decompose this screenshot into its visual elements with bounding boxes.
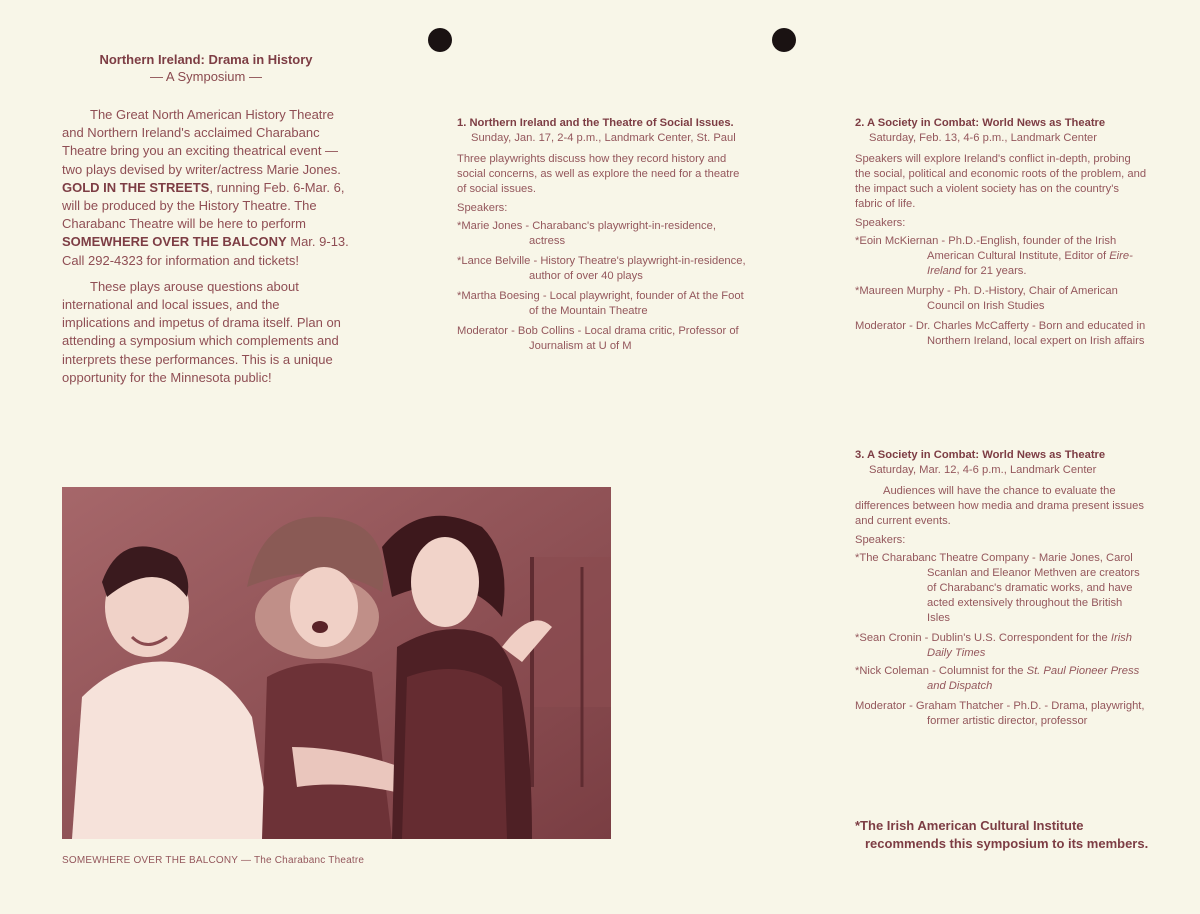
session-1-speaker: *Marie Jones - Charabanc's playwright-in-residence, actress — [457, 220, 716, 247]
session-2-speaker: *Maureen Murphy - Ph. D.-History, Chair of American Council on Irish Studies — [855, 285, 1118, 312]
binder-hole-left — [428, 28, 452, 52]
session-1-speaker: *Martha Boesing - Local playwright, founder of At the Foot of the Mountain Theatre — [457, 290, 744, 317]
symposium-text: These plays arouse questions about international and local issues, and the implications and impetus of drama itself. Plan on attending a symposium which complements and interprets these performances. This is a unique opportunity for the Minnesota public! — [62, 278, 341, 385]
session-1-header — [457, 116, 747, 146]
journal-title: Eire-Ireland — [927, 250, 1133, 277]
session-1-description: Three playwrights discuss how they record history and social concerns, as well as explore the need for a theatre of social issues. — [457, 153, 740, 195]
document-title: Northern Ireland: Drama in History — [99, 52, 313, 67]
photo-illustration — [62, 487, 611, 839]
session-1-speakers-label: Speakers: — [457, 202, 508, 214]
play-title-gold: GOLD IN THE STREETS — [62, 179, 210, 195]
session-3-speaker-3-text: *Nick Coleman - Columnist for the — [855, 665, 1027, 677]
session-3-speaker — [855, 664, 1147, 694]
session-3-header — [855, 448, 1147, 478]
session-2-speaker-1-text: *Eoin McKiernan - Ph.D.-English, founder of the Irish American Cultural Institute, Editor of — [855, 235, 1117, 262]
session-3-speaker: *The Charabanc Theatre Company - Marie Jones, Carol Scanlan and Eleanor Methven are creators of Charabanc's dramatic works, and have acted extensively throughout the British Isles — [855, 552, 1140, 624]
session-2-when: Saturday, Feb. 13, 4-6 p.m., Landmark Center — [869, 132, 1098, 144]
photo-caption: SOMEWHERE OVER THE BALCONY — The Charabanc Theatre — [62, 855, 365, 866]
theatre-photo — [62, 487, 611, 839]
session-3-when: Saturday, Mar. 12, 4-6 p.m., Landmark Center — [869, 464, 1097, 476]
session-1-title: 1. Northern Ireland and the Theatre of Social Issues. — [457, 117, 734, 129]
session-3-speakers-label: Speakers: — [855, 534, 906, 546]
session-2-speaker-1-end: for 21 years. — [961, 265, 1027, 277]
session-3-title: 3. A Society in Combat: World News as Theatre — [855, 449, 1106, 461]
session-2-speakers-label: Speakers: — [855, 217, 906, 229]
session-3-description — [855, 484, 1147, 529]
session-3-moderator: Moderator - Graham Thatcher - Ph.D. - Drama, playwright, former artistic director, professor — [855, 700, 1145, 727]
session-2 — [855, 116, 1147, 349]
left-column — [62, 52, 350, 387]
session-2-title: 2. A Society in Combat: World News as Theatre — [855, 117, 1106, 129]
symposium-paragraph — [62, 278, 350, 387]
session-3-description-text: Audiences will have the chance to evaluate the differences between how media and drama present issues and current events. — [855, 485, 1144, 527]
document-subtitle: — A Symposium — — [150, 69, 262, 84]
session-1-when: Sunday, Jan. 17, 2-4 p.m., Landmark Center, St. Paul — [471, 132, 736, 144]
intro-text-c: Mar. 9-13. Call 292-4323 for information and tickets! — [62, 234, 349, 268]
recommendation-note: *The Irish American Cultural Institute recommends this symposium to its members. — [855, 818, 1149, 851]
intro-text-a: The Great North American History Theatre and Northern Ireland's acclaimed Charabanc Theatre bring you an exciting theatrical event — two plays devised by writer/actress Marie Jones. — [62, 107, 341, 177]
intro-text-b: , running Feb. 6-Mar. 6, will be produced by the History Theatre. The Charabanc Theatre will be here to perform — [62, 179, 345, 232]
binder-hole-right — [772, 28, 796, 52]
intro-paragraph — [62, 106, 350, 270]
session-3-speaker-2-text: *Sean Cronin - Dublin's U.S. Correspondent for the — [855, 632, 1111, 644]
play-title-balcony: SOMEWHERE OVER THE BALCONY — [62, 234, 287, 250]
session-2-moderator: Moderator - Dr. Charles McCafferty - Born and educated in Northern Ireland, local expert on Irish affairs — [855, 320, 1146, 347]
session-3 — [855, 448, 1147, 729]
session-1 — [457, 116, 747, 354]
session-1-speaker: *Lance Belville - History Theatre's playwright-in-residence, author of over 40 plays — [457, 255, 746, 282]
session-2-header — [855, 116, 1147, 146]
session-3-speaker — [855, 631, 1147, 661]
session-2-description: Speakers will explore Ireland's conflict in-depth, probing the social, political and economic roots of the problem, and the impact such a violent society has on the country's fabric of life. — [855, 153, 1147, 210]
session-2-speaker — [855, 234, 1147, 279]
session-1-moderator: Moderator - Bob Collins - Local drama critic, Professor of Journalism at U of M — [457, 325, 739, 352]
newspaper-title: St. Paul Pioneer Press and Dispatch — [927, 665, 1140, 692]
newspaper-title: Irish Daily Times — [927, 632, 1132, 659]
